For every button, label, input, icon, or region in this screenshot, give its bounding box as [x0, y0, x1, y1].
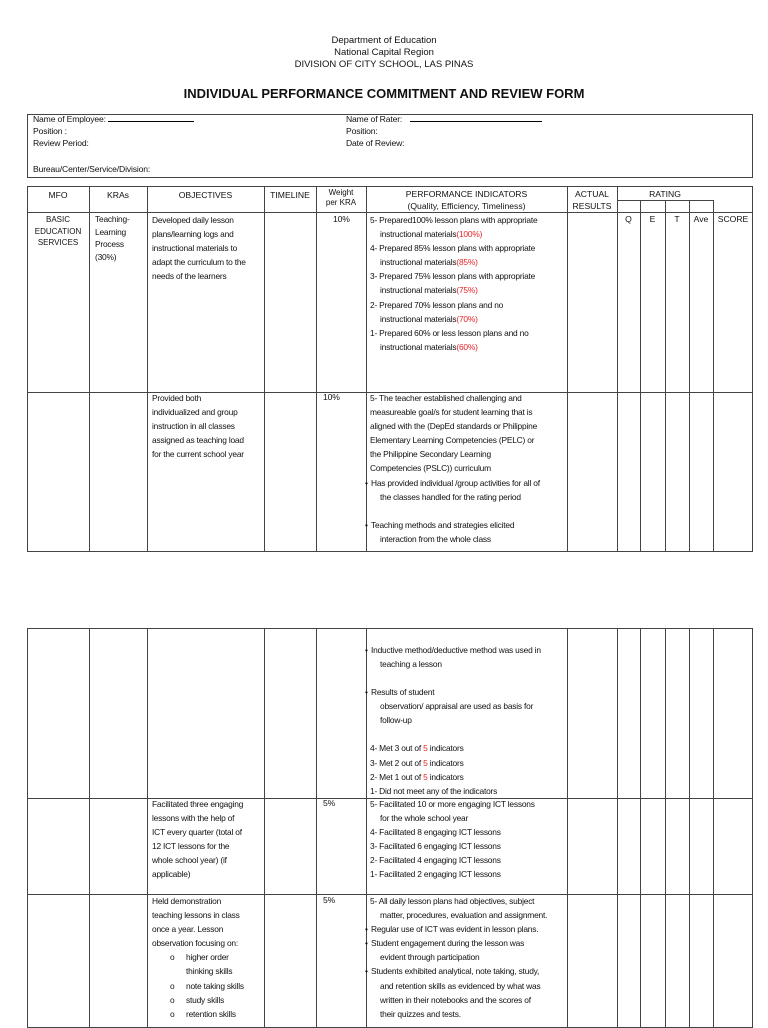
employee-field: Name of Employee:: [33, 113, 194, 127]
col-mfo: MFO: [48, 190, 68, 200]
weight-cell: 5%: [323, 798, 336, 808]
weight-cell: 10%: [333, 214, 350, 224]
col-ave: Ave: [693, 214, 709, 224]
indicators-lesson-plans: 5- Prepared100% lesson plans with appropriate instructional materials(100%) 4- Prepared 85% lesson plans with appropriate instructional materials(85%) 3- Prepared 75% lesson plans with appropriate instructional materials(75%) 2- Prepared 70% lesson plans and no instructional materials(70%) 1- Prepared 60% or less lesson plans and no instructional materials(60%): [370, 215, 538, 352]
mfo-cell: BASIC EDUCATION SERVICES: [34, 215, 82, 247]
rater-field: Name of Rater:: [346, 113, 542, 127]
col-actual-results: ACTUAL RESULTS: [572, 189, 612, 211]
col-e: E: [649, 214, 656, 224]
rater-position-label: Position:: [346, 126, 378, 136]
col-t: T: [674, 214, 680, 224]
col-q: Q: [625, 214, 632, 224]
region-line: National Capital Region: [334, 47, 434, 58]
col-objectives: OBJECTIVES: [178, 190, 233, 200]
col-timeline: TIMELINE: [270, 190, 310, 200]
objective-lesson-plans: Developed daily lesson plans/learning logs and instructional materials to adapt the curriculum to the needs of the learners: [152, 215, 246, 282]
weight-cell: 5%: [323, 895, 336, 905]
col-weight: Weight per KRA: [325, 188, 357, 207]
indicators-continued: • Inductive method/deductive method was used in teaching a lesson • Results of student observation/ appraisal are used as basis for follow-up 4- Met 3 out of 5 indicators 3- Met 2 out of 5 indicators 2- Met 1 out of 5 indicators 1- Did not meet any of the indicators: [365, 645, 541, 796]
kra-cell: Teaching- Learning Process (30%): [95, 214, 130, 262]
form-title: INDIVIDUAL PERFORMANCE COMMITMENT AND REVIEW FORM: [183, 86, 585, 101]
objective-demonstration: Held demonstration teaching lessons in class once a year. Lesson observation focusing on: o higher order thinking skills o note taking skills o study skills o retention skills: [152, 896, 244, 1019]
indicators-ict: 5- Facilitated 10 or more engaging ICT lessons for the whole school year 4- Facilitated 8 engaging ICT lessons 3- Facilitated 6 engaging ICT lessons 2- Facilitated 4 engaging ICT lessons 1- Facilitated 2 engaging ICT lessons: [370, 799, 535, 880]
col-rating: RATING: [649, 189, 681, 199]
division-line: DIVISION OF CITY SCHOOL, LAS PINAS: [294, 59, 474, 70]
bureau-label: Bureau/Center/Service/Division:: [33, 164, 151, 174]
department-line: Department of Education: [331, 35, 437, 46]
col-score: SCORE: [717, 214, 749, 224]
objective-ict-lessons: Facilitated three engaging lessons with the help of ICT every quarter (total of 12 ICT lessons for the whole school year) (if applicable): [152, 799, 244, 880]
objective-instruction: Provided both individualized and group instruction in all classes assigned as teaching load for the current school year: [152, 393, 244, 460]
indicators-demonstration: 5- All daily lesson plans had objectives, subject matter, procedures, evaluation and assignment. • Regular use of ICT was evident in lesson plans. • Student engagement during the lesson was evident through participation • Students exhibited analytical, note taking, study, and retention skills as evidenced by what was written in their notebooks and the scores of their quizzes and tests.: [365, 896, 548, 1019]
col-kras: KRAs: [107, 190, 129, 200]
review-period-label: Review Period:: [33, 138, 89, 148]
weight-cell: 10%: [323, 392, 340, 402]
date-review-label: Date of Review:: [346, 138, 405, 148]
col-performance-indicators: PERFORMANCE INDICATORS (Quality, Efficiency, Timeliness): [405, 189, 528, 211]
position-label: Position :: [33, 126, 67, 136]
indicators-instruction: 5- The teacher established challenging and measureable goal/s for student learning that is aligned with the (DepEd standards or Philippine Elementary Learning Competencies (PELC) or the Philippine Secondary Learning Competencies (PSLC)) curriculum • Has provided individual /group activities for all of the classes handled for the rating period • Teaching methods and strategies elicited interaction from the whole class: [365, 393, 540, 544]
